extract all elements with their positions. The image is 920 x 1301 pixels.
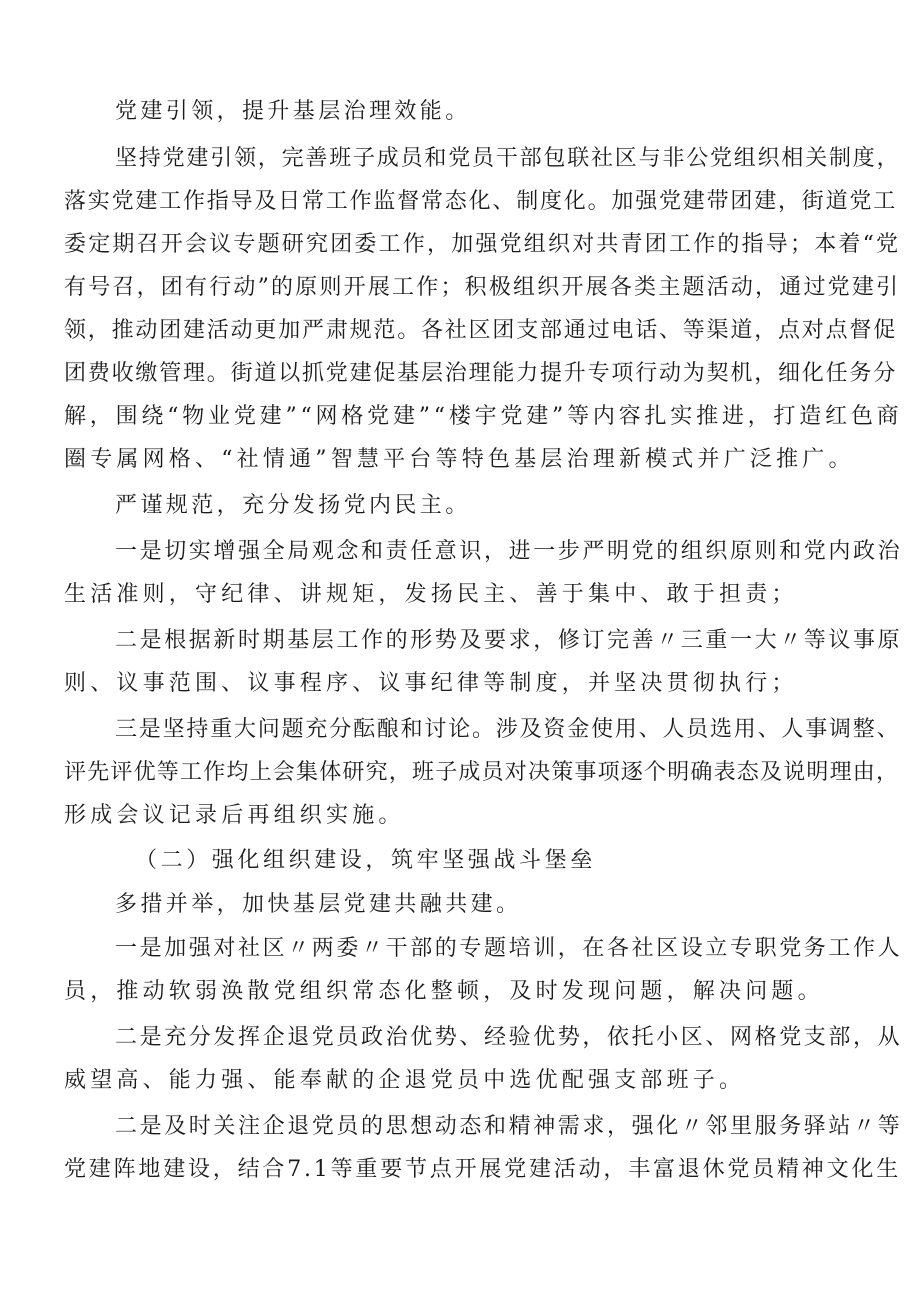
paragraph-line: 评先评优等工作均上会集体研究，班子成员对决策事项逐个明确表态及说明理由， [64,760,900,785]
paragraph-line: 二是及时关注企退党员的思想动态和精神需求，强化〃邻里服务驿站〃等 [115,1114,903,1139]
paragraph-line: 圈专属网格、“社情通”智慧平台等特色基层治理新模式并广泛推广。 [64,447,855,472]
paragraph-line: 领，推动团建活动更加严肃规范。各社区团支部通过电话、等渠道，点对点督促 [64,318,898,343]
paragraph-line: 威望高、能力强、能奉献的企退党员中选优配强支部班子。 [64,1068,746,1093]
section-heading-party-leadership: 党建引领，提升基层治理效能。 [115,99,471,124]
paragraph-line: 则、议事范围、议事程序、议事纪律等制度，并坚决贯彻执行； [64,671,798,696]
paragraph-line: 解，围绕“物业党建”“网格党建”“楼宇党建”等内容扎实推进，打造红色商 [64,404,903,429]
paragraph-line: 党建阵地建设，结合7.1等重要节点开展党建活动，丰富退休党员精神文化生 [64,1157,901,1182]
paragraph-line: 二是充分发挥企退党员政治优势、经验优势，依托小区、网格党支部，从 [115,1025,903,1050]
paragraph-line: 生活准则，守纪律、讲规矩，发扬民主、善于集中、敢于担责； [64,582,798,607]
paragraph-line: 一是切实增强全局观念和责任意识，进一步严明党的组织原则和党内政治 [115,539,903,564]
paragraph-line: 员，推动软弱涣散党组织常态化整顿，及时发现问题，解决问题。 [64,979,824,1004]
paragraph-line: 二是根据新时期基层工作的形势及要求，修订完善〃三重一大〃等议事原 [115,628,903,653]
section-heading-co-building: 多措并举，加快基层党建共融共建。 [115,892,522,917]
paragraph-line: 形成会议记录后再组织实施。 [64,803,405,828]
paragraph-line: 三是坚持重大问题充分酝酿和讨论。涉及资金使用、人员选用、人事调整、 [115,717,901,742]
paragraph-line: 委定期召开会议专题研究团委工作，加强党组织对共青团工作的指导；本着“党 [64,232,901,257]
paragraph-line: 有号召，团有行动”的原则开展工作；积极组织开展各类主题活动，通过党建引 [64,275,901,300]
paragraph-line: 一是加强对社区〃两委〃干部的专题培训，在各社区设立专职党务工作人 [115,936,903,961]
section-heading-democracy: 严谨规范，充分发扬党内民主。 [115,493,471,518]
paragraph-line: 落实党建工作指导及日常工作监督常态化、制度化。加强党建带团建，街道党工 [64,189,898,214]
paragraph-line: 团费收缴管理。街道以抓党建促基层治理能力提升专项行动为契机，细化任务分 [64,361,898,386]
paragraph-line: 坚持党建引领，完善班子成员和党员干部包联社区与非公党组织相关制度， [115,146,901,171]
subsection-heading: （二）强化组织建设，筑牢坚强战斗堡垒 [135,848,596,873]
